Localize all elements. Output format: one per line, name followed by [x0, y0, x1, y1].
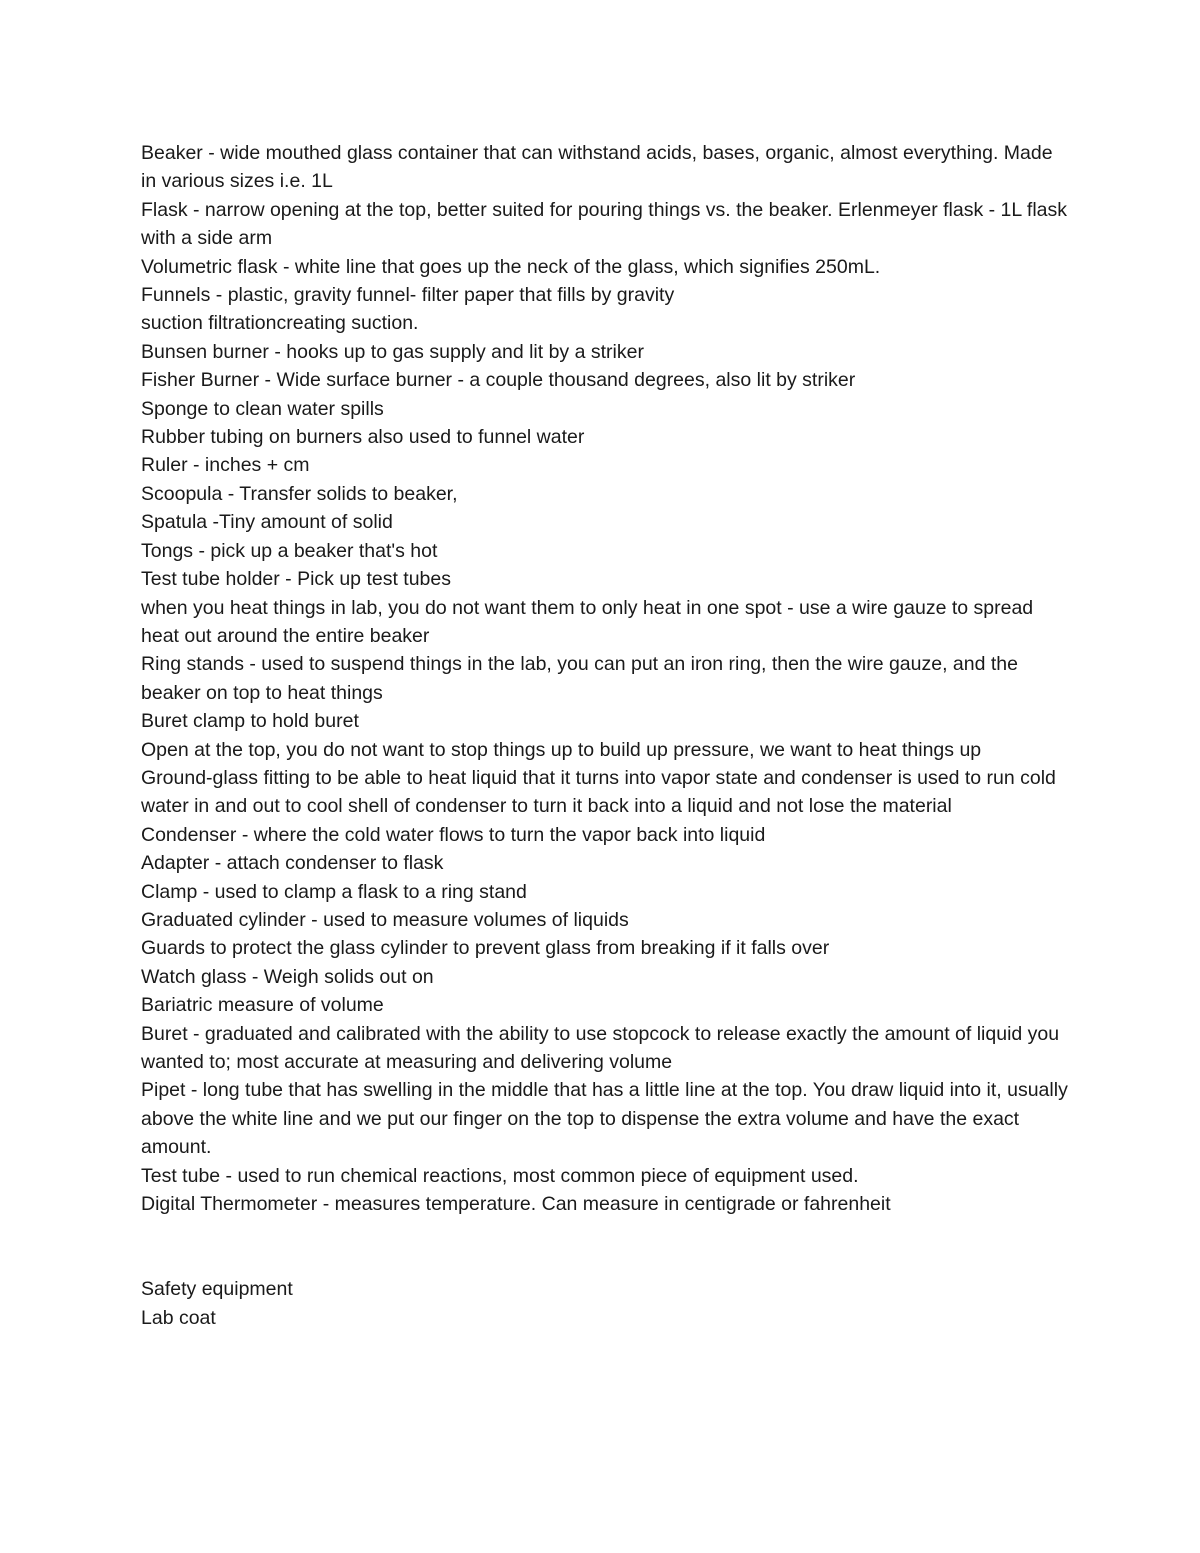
note-buret: Buret - graduated and calibrated with the ability to use stopcock to release exactly the amount of liquid you wanted to; most accurate at measuring and delivering volume — [141, 1022, 1060, 1073]
note-digital-thermometer: Digital Thermometer - measures temperature. Can measure in centigrade or fahrenheit — [141, 1193, 891, 1216]
safety-heading: Safety equipment — [141, 1278, 293, 1301]
note-condenser: Condenser - where the cold water flows to turn the vapor back into liquid — [141, 823, 766, 846]
note-adapter: Adapter - attach condenser to flask — [141, 852, 444, 875]
note-flask: Flask - narrow opening at the top, better suited for pouring things vs. the beaker. Erlenmeyer flask - 1L flask with a side arm — [141, 198, 1068, 250]
document-body — [141, 139, 1071, 1332]
section-spacer — [141, 1218, 1071, 1275]
note-bariatric-measure: Bariatric measure of volume — [141, 994, 384, 1017]
note-ruler: Ruler - inches + cm — [141, 454, 310, 477]
note-ring-stands: Ring stands - used to suspend things in the lab, you can put an iron ring, then the wire gauze, and the beaker on top to heat things — [141, 653, 1018, 704]
note-guards: Guards to protect the glass cylinder to prevent glass from breaking if it falls over — [141, 937, 830, 960]
note-fisher-burner: Fisher Burner - Wide surface burner - a couple thousand degrees, also lit by striker — [141, 369, 856, 392]
note-spatula: Spatula -Tiny amount of solid — [141, 511, 393, 534]
note-funnels: Funnels - plastic, gravity funnel- filter paper that fills by gravity — [141, 284, 675, 307]
note-open-top: Open at the top, you do not want to stop things up to build up pressure, we want to heat things up — [141, 738, 982, 761]
note-ground-glass-fitting: Ground-glass fitting to be able to heat liquid that it turns into vapor state and condenser is used to run cold water in and out to cool shell of condenser to turn it back into a liquid and not lose the material — [141, 766, 1056, 818]
note-clamp: Clamp - used to clamp a flask to a ring stand — [141, 880, 527, 903]
note-wire-gauze: when you heat things in lab, you do not want them to only heat in one spot - use a wire gauze to spread heat out around the entire beaker — [141, 596, 1034, 647]
note-test-tube-holder: Test tube holder - Pick up test tubes — [141, 568, 452, 591]
note-graduated-cylinder: Graduated cylinder - used to measure volumes of liquids — [141, 908, 629, 931]
note-watch-glass: Watch glass - Weigh solids out on — [141, 965, 434, 988]
note-volumetric-flask: Volumetric flask - white line that goes up the neck of the glass, which signifies 250mL. — [141, 255, 881, 278]
note-suction-filtration: suction filtrationcreating suction. — [141, 312, 419, 335]
note-buret-clamp: Buret clamp to hold buret — [141, 710, 359, 733]
note-pipet: Pipet - long tube that has swelling in the middle that has a little line at the top. You draw liquid into it, usually above the white line and we put our finger on the top to dispense the extra volume and have the exact amount. — [141, 1079, 1068, 1159]
note-bunsen-burner: Bunsen burner - hooks up to gas supply and lit by a striker — [141, 340, 644, 363]
safety-item-lab-coat: Lab coat — [141, 1306, 216, 1329]
note-tongs: Tongs - pick up a beaker that's hot — [141, 539, 438, 562]
note-test-tube: Test tube - used to run chemical reactions, most common piece of equipment used. — [141, 1164, 859, 1187]
note-sponge: Sponge to clean water spills — [141, 397, 384, 420]
note-scoopula: Scoopula - Transfer solids to beaker, — [141, 482, 458, 505]
note-beaker: Beaker - wide mouthed glass container that can withstand acids, bases, organic, almost everything. Made in various sizes i.e. 1L — [141, 142, 1053, 193]
note-rubber-tubing: Rubber tubing on burners also used to funnel water — [141, 426, 585, 449]
